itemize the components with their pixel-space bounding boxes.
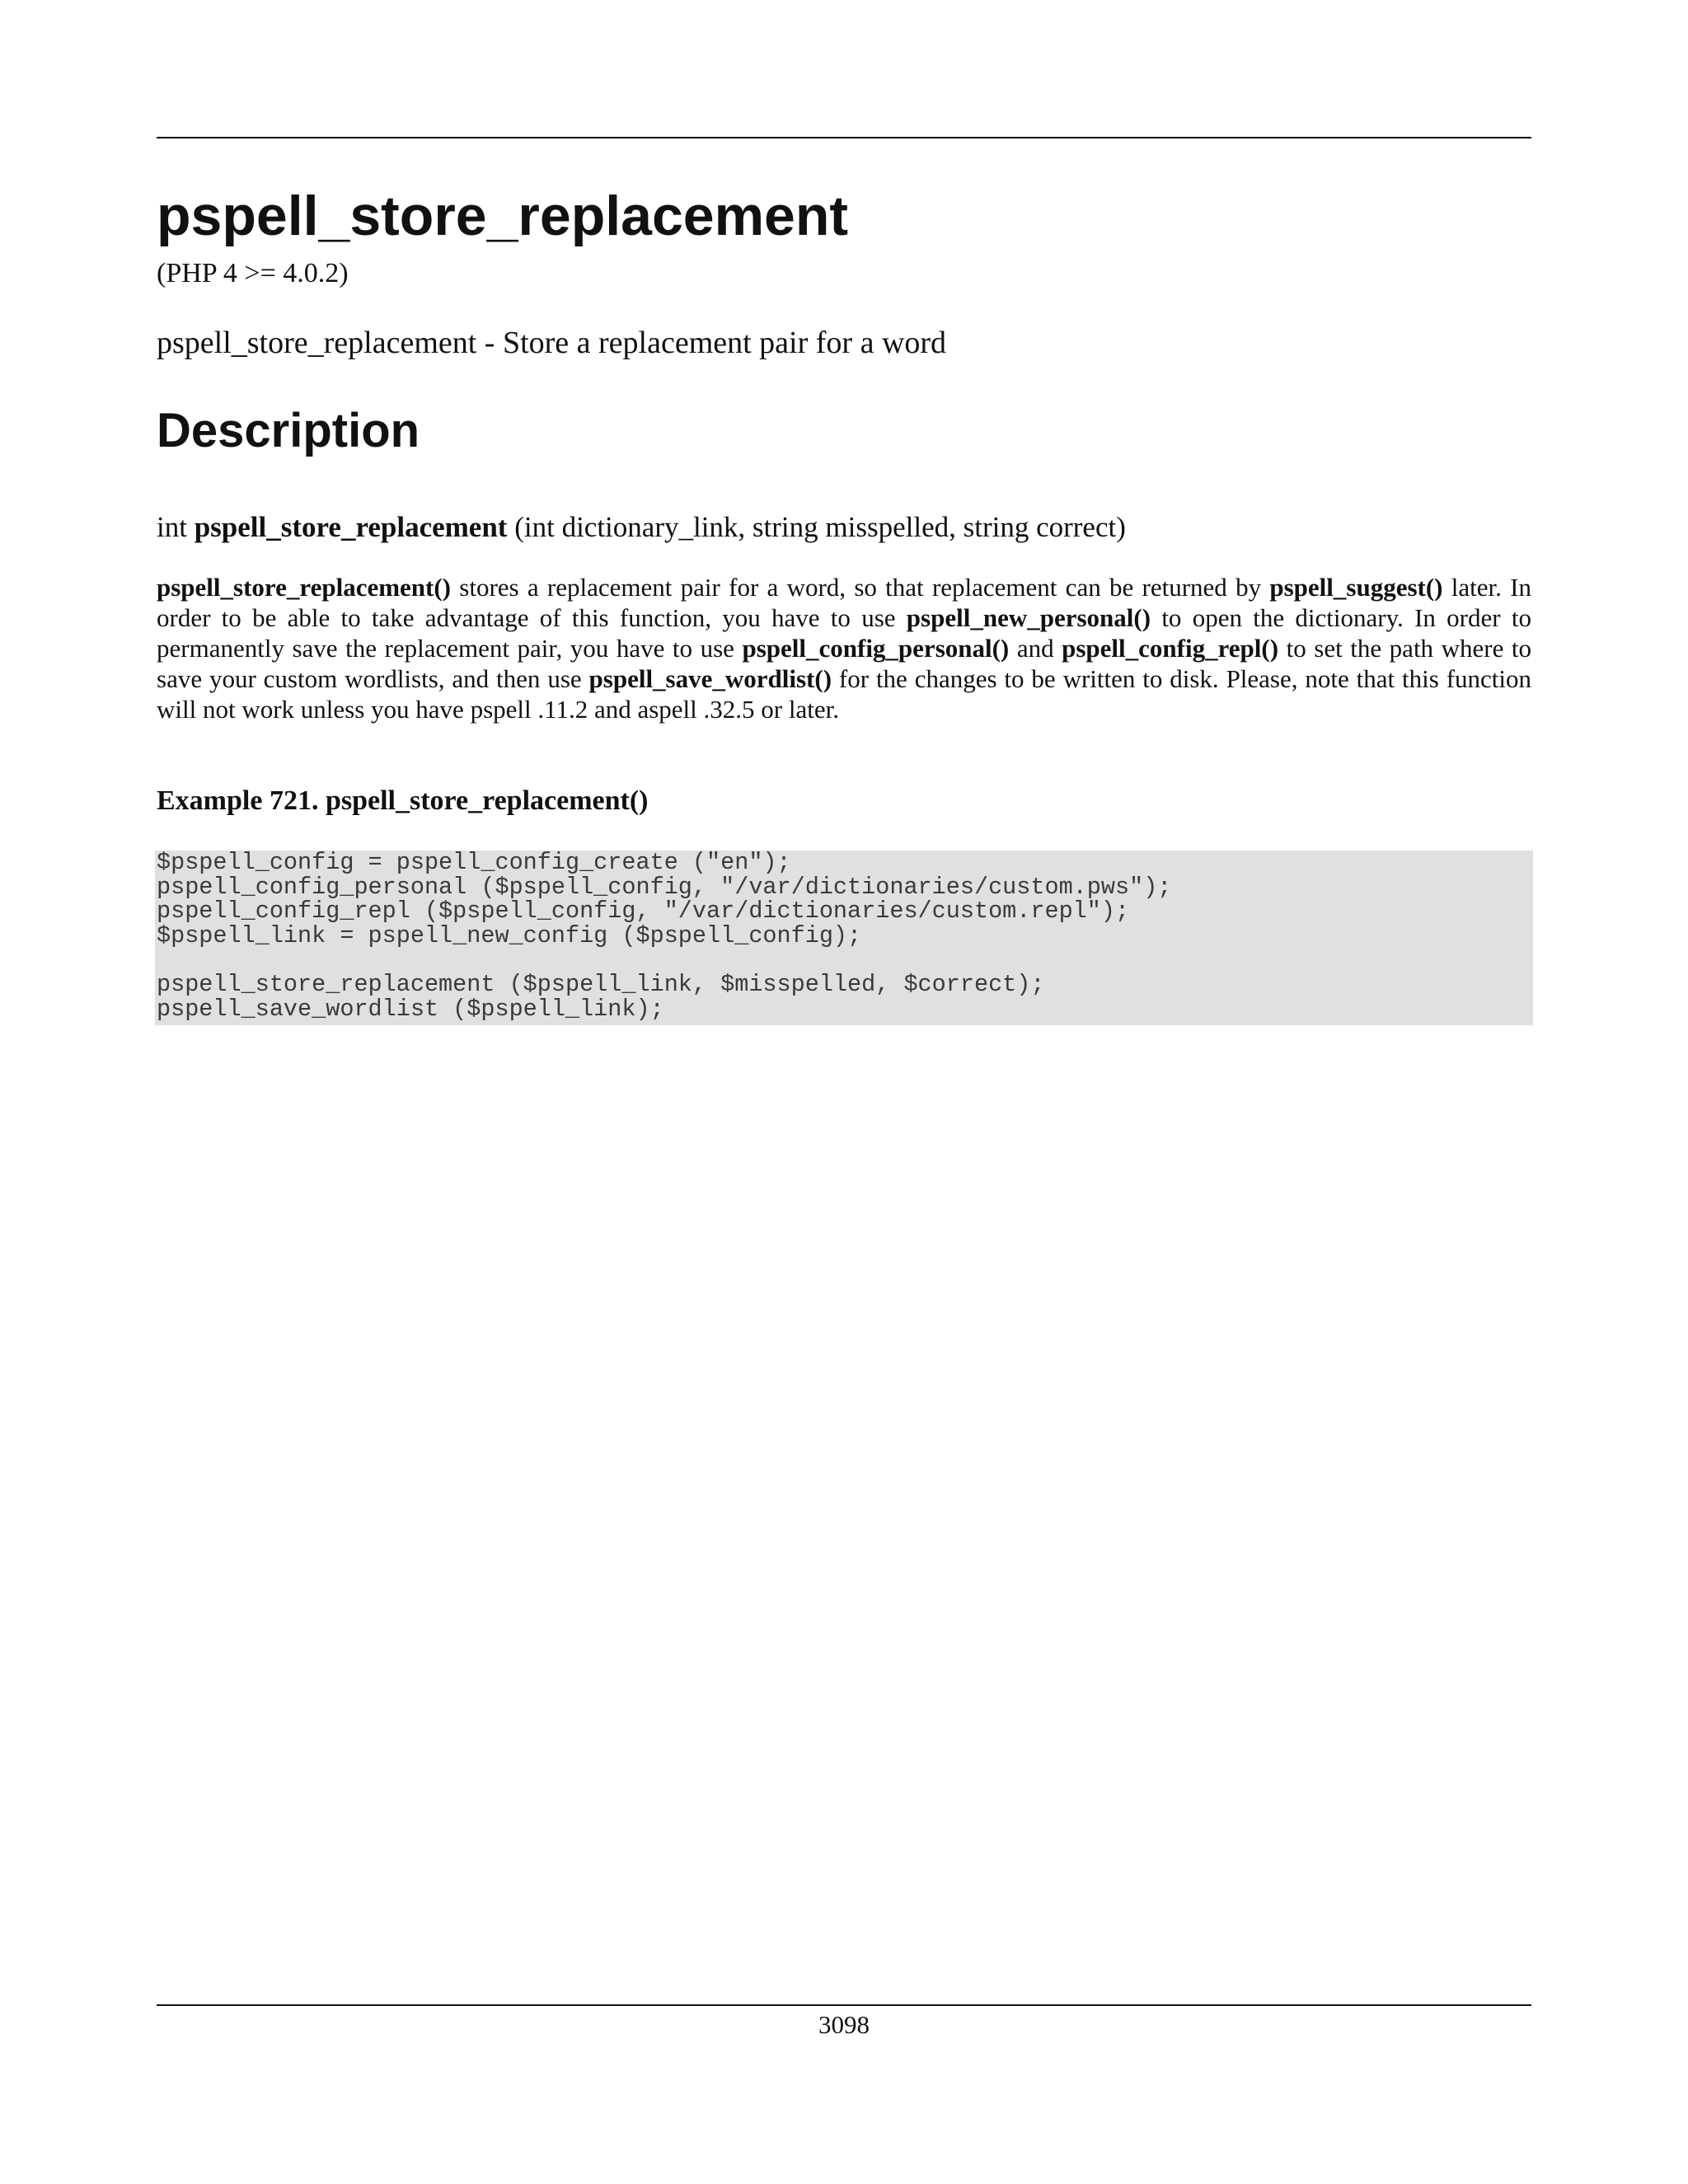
code-line: pspell_config_repl ($pspell_config, "/var/dictionaries/custom.repl");	[157, 898, 1130, 925]
page-title: pspell_store_replacement	[157, 185, 849, 247]
bottom-rule	[157, 2004, 1531, 2006]
description-paragraph	[157, 572, 1531, 724]
code-line: $pspell_config = pspell_config_create ("en");	[157, 851, 791, 876]
code-example	[155, 851, 1533, 1025]
synopsis-function-name: pspell_store_replacement	[194, 511, 508, 543]
code-line: $pspell_link = pspell_new_config ($pspell_config);	[157, 921, 862, 949]
top-rule	[157, 137, 1531, 138]
function-purpose: pspell_store_replacement - Store a replacement pair for a word	[157, 326, 947, 360]
paragraph-text: stores a replacement pair for a word, so that replacement can be returned by	[451, 573, 1270, 602]
code-line: pspell_save_wordlist ($pspell_link);	[157, 995, 664, 1023]
paragraph-text: to open the dictionary. In order to permanently save the replacement pair, you have to use	[157, 603, 1531, 663]
function-reference: pspell_suggest()	[1269, 573, 1443, 602]
function-reference: pspell_config_personal()	[742, 634, 1010, 663]
function-synopsis	[157, 510, 1126, 545]
example-title	[157, 785, 649, 818]
paragraph-text: and	[1009, 634, 1062, 663]
code-line: pspell_config_personal ($pspell_config, "/var/dictionaries/custom.pws");	[157, 873, 1172, 901]
synopsis-return-type: int	[157, 511, 195, 543]
code-line: pspell_store_replacement ($pspell_link, $misspelled, $correct);	[157, 971, 1045, 998]
paragraph-text: to set the path where to save your custom wordlists, and then use	[157, 634, 1531, 693]
function-reference: pspell_save_wordlist()	[588, 664, 832, 693]
paragraph-text: for the changes to be written to disk. Please, note that this function will not work unless you have pspell .11.2 and aspell .32.5 or later.	[157, 664, 1531, 724]
example-title-text: Example 721. pspell_store_replacement()	[157, 785, 649, 816]
code-blank-line	[155, 948, 1533, 972]
section-heading-description: Description	[157, 404, 420, 457]
function-reference: pspell_config_repl()	[1062, 634, 1279, 663]
version-note: (PHP 4 >= 4.0.2)	[157, 258, 349, 288]
page-number: 3098	[818, 2010, 870, 2039]
synopsis-params: (int dictionary_link, string misspelled, string correct)	[507, 511, 1126, 543]
function-reference: pspell_store_replacement()	[157, 573, 451, 602]
paragraph-text: later. In order to be able to take advantage of this function, you have to use	[157, 573, 1531, 632]
function-reference: pspell_new_personal()	[906, 603, 1151, 632]
